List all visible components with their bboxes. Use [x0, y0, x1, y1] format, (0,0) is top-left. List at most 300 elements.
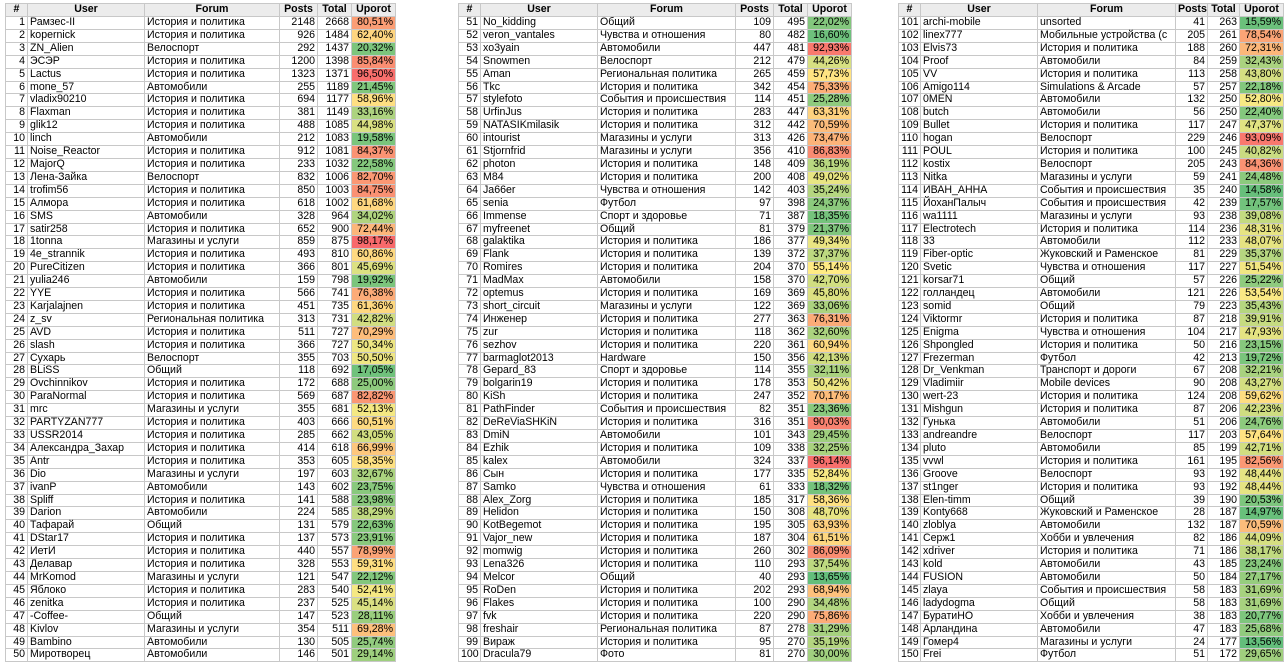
cell-total: 238: [1208, 210, 1240, 223]
cell-user: Алмора: [28, 197, 145, 210]
cell-num: 56: [459, 81, 481, 94]
cell-pct: 98,17%: [352, 236, 396, 249]
cell-total: 362: [774, 326, 808, 339]
cell-num: 134: [899, 442, 921, 455]
table-row: [459, 158, 852, 171]
cell-forum: История и политика: [598, 249, 736, 262]
cell-posts: 61: [736, 481, 774, 494]
cell-total: 1083: [318, 133, 352, 146]
cell-forum: Автомобили: [145, 81, 280, 94]
table-row: [459, 184, 852, 197]
cell-user: Svetic: [921, 262, 1038, 275]
cell-total: 263: [1208, 17, 1240, 30]
cell-forum: Магазины и услуги: [145, 236, 280, 249]
cell-posts: 265: [736, 68, 774, 81]
cell-posts: 212: [280, 133, 318, 146]
cell-num: 23: [6, 300, 28, 313]
cell-forum: Общий: [598, 17, 736, 30]
cell-user: Elvis73: [921, 42, 1038, 55]
cell-num: 7: [6, 94, 28, 107]
cell-num: 105: [899, 68, 921, 81]
cell-forum: История и политика: [598, 610, 736, 623]
cell-total: 692: [318, 365, 352, 378]
cell-num: 68: [459, 236, 481, 249]
cell-total: 333: [774, 481, 808, 494]
cell-posts: 79: [1176, 300, 1208, 313]
cell-forum: Велоспорт: [145, 171, 280, 184]
cell-posts: 117: [1176, 120, 1208, 133]
cell-posts: 104: [1176, 326, 1208, 339]
table-row: [899, 533, 1284, 546]
cell-posts: 143: [280, 481, 318, 494]
cell-num: 135: [899, 455, 921, 468]
cell-total: 351: [774, 404, 808, 417]
cell-user: stylefoto: [481, 94, 598, 107]
cell-total: 409: [774, 158, 808, 171]
cell-forum: Магазины и услуги: [1038, 171, 1176, 184]
cell-num: 114: [899, 184, 921, 197]
cell-pct: 44,98%: [352, 120, 396, 133]
cell-total: 735: [318, 300, 352, 313]
table-row: [459, 546, 852, 559]
cell-posts: 82: [736, 404, 774, 417]
cell-posts: 178: [736, 378, 774, 391]
cell-posts: 24: [1176, 636, 1208, 649]
cell-posts: 926: [280, 29, 318, 42]
cell-num: 128: [899, 365, 921, 378]
cell-total: 523: [318, 610, 352, 623]
cell-forum: Simulations & Arcade: [1038, 81, 1176, 94]
cell-user: senia: [481, 197, 598, 210]
cell-total: 278: [774, 623, 808, 636]
table-row: [6, 223, 396, 236]
cell-forum: Велоспорт: [1038, 158, 1176, 171]
cell-total: 192: [1208, 481, 1240, 494]
table-row: [459, 468, 852, 481]
table-row: [6, 417, 396, 430]
cell-num: 40: [6, 520, 28, 533]
cell-total: 335: [774, 468, 808, 481]
cell-total: 250: [1208, 94, 1240, 107]
cell-num: 103: [899, 42, 921, 55]
cell-user: Делавар: [28, 559, 145, 572]
cell-pct: 59,62%: [1240, 391, 1284, 404]
cell-total: 247: [1208, 120, 1240, 133]
cell-pct: 23,91%: [352, 533, 396, 546]
cell-forum: История и политика: [145, 184, 280, 197]
table-row: [6, 494, 396, 507]
cell-pct: 84,75%: [352, 184, 396, 197]
cell-user: 1tonna: [28, 236, 145, 249]
table-row: [6, 171, 396, 184]
cell-num: 31: [6, 404, 28, 417]
cell-user: 0MEN: [921, 94, 1038, 107]
cell-pct: 86,83%: [808, 146, 852, 159]
cell-total: 442: [774, 120, 808, 133]
cell-forum: События и происшествия: [1038, 197, 1176, 210]
table-row: [899, 417, 1284, 430]
cell-posts: 142: [736, 184, 774, 197]
column-header-posts: Posts: [280, 4, 318, 17]
cell-pct: 52,13%: [352, 404, 396, 417]
cell-pct: 33,06%: [808, 300, 852, 313]
cell-posts: 150: [736, 352, 774, 365]
cell-num: 35: [6, 455, 28, 468]
cell-total: 875: [318, 236, 352, 249]
cell-user: zenitka: [28, 597, 145, 610]
cell-forum: Региональная политика: [598, 623, 736, 636]
cell-posts: 87: [736, 623, 774, 636]
cell-total: 260: [1208, 42, 1240, 55]
table-row: [6, 55, 396, 68]
cell-forum: История и политика: [145, 533, 280, 546]
cell-pct: 61,36%: [352, 300, 396, 313]
cell-user: Сын: [481, 468, 598, 481]
cell-forum: Чувства и отношения: [598, 481, 736, 494]
cell-posts: 2148: [280, 17, 318, 30]
cell-pct: 92,93%: [808, 42, 852, 55]
table-row: [459, 288, 852, 301]
cell-total: 226: [1208, 275, 1240, 288]
cell-total: 547: [318, 571, 352, 584]
cell-total: 372: [774, 249, 808, 262]
cell-user: PARTYZAN777: [28, 417, 145, 430]
cell-forum: Хобби и увлечения: [1038, 533, 1176, 546]
cell-forum: История и политика: [145, 326, 280, 339]
cell-posts: 328: [280, 559, 318, 572]
cell-forum: Общий: [1038, 300, 1176, 313]
cell-forum: Автомобили: [145, 481, 280, 494]
cell-total: 727: [318, 339, 352, 352]
cell-pct: 38,17%: [1240, 546, 1284, 559]
table-row: [6, 610, 396, 623]
cell-num: 78: [459, 365, 481, 378]
cell-num: 62: [459, 158, 481, 171]
table-row: [459, 533, 852, 546]
cell-forum: События и происшествия: [598, 94, 736, 107]
cell-num: 77: [459, 352, 481, 365]
header-row: [6, 4, 396, 17]
cell-pct: 50,42%: [808, 378, 852, 391]
cell-posts: 81: [736, 649, 774, 662]
cell-posts: 283: [736, 107, 774, 120]
cell-user: archi-mobile: [921, 17, 1038, 30]
cell-num: 28: [6, 365, 28, 378]
cell-pct: 48,31%: [1240, 223, 1284, 236]
cell-pct: 75,86%: [808, 610, 852, 623]
cell-posts: 87: [1176, 313, 1208, 326]
cell-pct: 57,64%: [1240, 430, 1284, 443]
table-row: [6, 391, 396, 404]
table-row: [6, 430, 396, 443]
cell-total: 337: [774, 455, 808, 468]
cell-num: 12: [6, 158, 28, 171]
cell-pct: 85,84%: [352, 55, 396, 68]
cell-user: bolgarin19: [481, 378, 598, 391]
cell-forum: История и политика: [145, 223, 280, 236]
cell-total: 226: [1208, 288, 1240, 301]
cell-pct: 70,59%: [808, 120, 852, 133]
cell-total: 233: [1208, 236, 1240, 249]
cell-posts: 114: [736, 94, 774, 107]
table-row: [6, 120, 396, 133]
cell-user: Proof: [921, 55, 1038, 68]
cell-num: 39: [6, 507, 28, 520]
cell-pct: 70,17%: [808, 391, 852, 404]
cell-user: butch: [921, 107, 1038, 120]
cell-forum: История и политика: [598, 313, 736, 326]
cell-user: Stjornfrid: [481, 146, 598, 159]
cell-user: MajorQ: [28, 158, 145, 171]
cell-num: 149: [899, 636, 921, 649]
cell-pct: 39,91%: [1240, 313, 1284, 326]
table-row: [899, 610, 1284, 623]
cell-total: 369: [774, 288, 808, 301]
cell-pct: 42,71%: [1240, 442, 1284, 455]
table-row: [6, 365, 396, 378]
cell-total: 1437: [318, 42, 352, 55]
cell-num: 81: [459, 404, 481, 417]
cell-pct: 80,51%: [352, 17, 396, 30]
cell-user: Fiber-optic: [921, 249, 1038, 262]
table-row: [6, 468, 396, 481]
cell-total: 186: [1208, 533, 1240, 546]
cell-user: kopernick: [28, 29, 145, 42]
cell-total: 666: [318, 417, 352, 430]
cell-posts: 355: [280, 352, 318, 365]
cell-total: 1006: [318, 171, 352, 184]
cell-pct: 48,70%: [808, 507, 852, 520]
cell-posts: 186: [736, 236, 774, 249]
cell-posts: 187: [736, 533, 774, 546]
cell-total: 1085: [318, 120, 352, 133]
table-row: [899, 378, 1284, 391]
cell-total: 302: [774, 546, 808, 559]
cell-total: 379: [774, 223, 808, 236]
table-row: [459, 171, 852, 184]
cell-posts: 150: [736, 507, 774, 520]
cell-pct: 29,45%: [808, 430, 852, 443]
cell-forum: Автомобили: [598, 455, 736, 468]
cell-pct: 20,77%: [1240, 610, 1284, 623]
table-row: [459, 494, 852, 507]
cell-num: 90: [459, 520, 481, 533]
cell-pct: 43,80%: [1240, 68, 1284, 81]
cell-total: 245: [1208, 146, 1240, 159]
cell-num: 10: [6, 133, 28, 146]
cell-forum: История и политика: [145, 158, 280, 171]
table-row: [899, 68, 1284, 81]
cell-user: BLiSS: [28, 365, 145, 378]
cell-total: 183: [1208, 584, 1240, 597]
cell-num: 53: [459, 42, 481, 55]
cell-user: Ezhik: [481, 442, 598, 455]
cell-forum: История и политика: [598, 326, 736, 339]
cell-num: 98: [459, 623, 481, 636]
cell-forum: История и политика: [1038, 404, 1176, 417]
cell-user: Mishgun: [921, 404, 1038, 417]
cell-total: 184: [1208, 571, 1240, 584]
table-row: [899, 430, 1284, 443]
cell-forum: История и политика: [598, 597, 736, 610]
table-row: [899, 455, 1284, 468]
cell-posts: 205: [1176, 158, 1208, 171]
cell-pct: 22,40%: [1240, 107, 1284, 120]
cell-num: 71: [459, 275, 481, 288]
cell-pct: 53,54%: [1240, 288, 1284, 301]
cell-pct: 19,58%: [352, 133, 396, 146]
cell-posts: 353: [280, 455, 318, 468]
cell-num: 118: [899, 236, 921, 249]
cell-posts: 82: [1176, 533, 1208, 546]
column-header-total: Total: [318, 4, 352, 17]
cell-num: 17: [6, 223, 28, 236]
cell-num: 116: [899, 210, 921, 223]
cell-num: 3: [6, 42, 28, 55]
cell-total: 387: [774, 210, 808, 223]
cell-forum: Чувства и отношения: [1038, 326, 1176, 339]
cell-pct: 29,14%: [352, 649, 396, 662]
table-row: [459, 430, 852, 443]
cell-pct: 48,44%: [1240, 481, 1284, 494]
column-header-pct: Uporot: [808, 4, 852, 17]
cell-num: 43: [6, 559, 28, 572]
cell-posts: 114: [736, 365, 774, 378]
cell-num: 52: [459, 29, 481, 42]
cell-forum: История и политика: [145, 68, 280, 81]
cell-total: 1003: [318, 184, 352, 197]
cell-user: MadMax: [481, 275, 598, 288]
cell-num: 60: [459, 133, 481, 146]
cell-num: 27: [6, 352, 28, 365]
cell-num: 107: [899, 94, 921, 107]
cell-pct: 57,73%: [808, 68, 852, 81]
cell-num: 126: [899, 339, 921, 352]
cell-forum: История и политика: [145, 559, 280, 572]
cell-total: 731: [318, 313, 352, 326]
cell-user: hogan: [921, 133, 1038, 146]
table-row: [899, 158, 1284, 171]
table-row: [6, 275, 396, 288]
table-row: [6, 300, 396, 313]
cell-forum: История и политика: [145, 430, 280, 443]
cell-forum: Магазины и услуги: [145, 404, 280, 417]
cell-pct: 68,94%: [808, 584, 852, 597]
cell-total: 183: [1208, 623, 1240, 636]
cell-user: Сухарь: [28, 352, 145, 365]
cell-total: 293: [774, 584, 808, 597]
cell-user: Гомер4: [921, 636, 1038, 649]
cell-posts: 148: [736, 158, 774, 171]
cell-user: st1nger: [921, 481, 1038, 494]
cell-num: 21: [6, 275, 28, 288]
cell-total: 505: [318, 636, 352, 649]
cell-num: 99: [459, 636, 481, 649]
table-row: [899, 288, 1284, 301]
cell-user: Lactus: [28, 68, 145, 81]
cell-pct: 29,65%: [1240, 649, 1284, 662]
header-row: [899, 4, 1284, 17]
cell-user: Melcor: [481, 571, 598, 584]
cell-forum: Чувства и отношения: [598, 184, 736, 197]
cell-total: 356: [774, 352, 808, 365]
cell-forum: История и политика: [145, 120, 280, 133]
cell-posts: 146: [280, 649, 318, 662]
cell-posts: 117: [1176, 262, 1208, 275]
cell-posts: 292: [280, 42, 318, 55]
table-row: [6, 481, 396, 494]
cell-num: 96: [459, 597, 481, 610]
cell-user: ParaNormal: [28, 391, 145, 404]
cell-total: 240: [1208, 184, 1240, 197]
cell-user: Groove: [921, 468, 1038, 481]
cell-num: 113: [899, 171, 921, 184]
cell-posts: 67: [1176, 365, 1208, 378]
cell-total: 1032: [318, 158, 352, 171]
cell-posts: 195: [736, 520, 774, 533]
cell-total: 662: [318, 430, 352, 443]
cell-total: 741: [318, 288, 352, 301]
column-header-num: #: [899, 4, 921, 17]
cell-total: 525: [318, 597, 352, 610]
column-header-user: User: [921, 4, 1038, 17]
table-row: [6, 636, 396, 649]
cell-pct: 44,26%: [808, 55, 852, 68]
cell-pct: 20,53%: [1240, 494, 1284, 507]
cell-forum: Магазины и услуги: [145, 623, 280, 636]
cell-posts: 204: [736, 262, 774, 275]
cell-total: 1484: [318, 29, 352, 42]
cell-total: 377: [774, 236, 808, 249]
cell-user: Nitka: [921, 171, 1038, 184]
cell-posts: 283: [280, 584, 318, 597]
cell-total: 361: [774, 339, 808, 352]
cell-user: Арландина: [921, 623, 1038, 636]
cell-pct: 69,28%: [352, 623, 396, 636]
cell-pct: 14,58%: [1240, 184, 1284, 197]
cell-forum: Автомобили: [1038, 559, 1176, 572]
cell-posts: 212: [736, 55, 774, 68]
table-row: [459, 378, 852, 391]
cell-pct: 58,35%: [352, 455, 396, 468]
cell-num: 82: [459, 417, 481, 430]
cell-posts: 93: [1176, 210, 1208, 223]
cell-total: 1398: [318, 55, 352, 68]
cell-pct: 42,13%: [808, 352, 852, 365]
cell-pct: 48,44%: [1240, 468, 1284, 481]
cell-num: 119: [899, 249, 921, 262]
cell-pct: 93,09%: [1240, 133, 1284, 146]
table-row: [899, 571, 1284, 584]
cell-forum: История и политика: [145, 146, 280, 159]
cell-total: 317: [774, 494, 808, 507]
cell-num: 147: [899, 610, 921, 623]
cell-forum: Автомобили: [1038, 571, 1176, 584]
cell-user: mone_57: [28, 81, 145, 94]
cell-forum: История и политика: [145, 197, 280, 210]
cell-pct: 49,34%: [808, 236, 852, 249]
cell-user: DeReViaSHKiN: [481, 417, 598, 430]
cell-forum: Автомобили: [1038, 236, 1176, 249]
cell-forum: История и политика: [145, 94, 280, 107]
cell-pct: 25,28%: [808, 94, 852, 107]
column-header-user: User: [28, 4, 145, 17]
cell-num: 92: [459, 546, 481, 559]
cell-user: БуратиНО: [921, 610, 1038, 623]
cell-total: 305: [774, 520, 808, 533]
cell-forum: История и политика: [598, 339, 736, 352]
cell-posts: 81: [1176, 249, 1208, 262]
